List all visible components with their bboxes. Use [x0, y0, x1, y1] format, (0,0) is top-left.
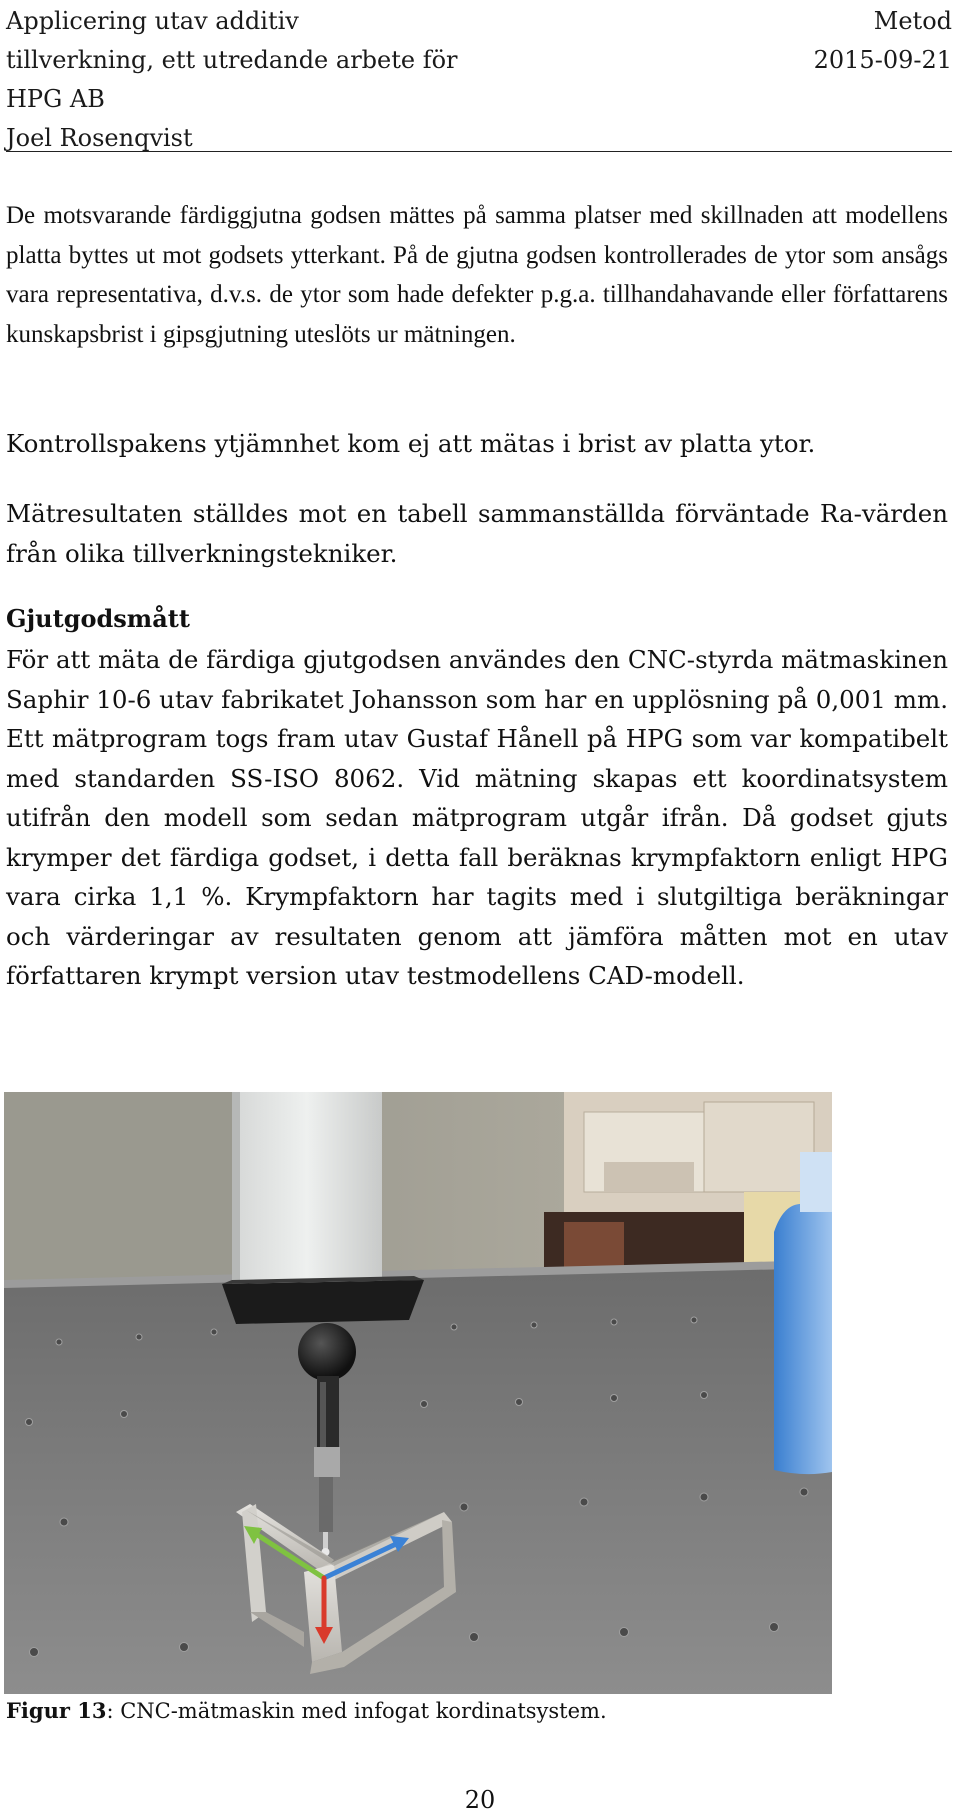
cmm-photo: [4, 1092, 832, 1694]
page-number: 20: [464, 1786, 496, 1814]
figure-label: Figur 13: [6, 1698, 107, 1723]
header-right: [814, 2, 952, 80]
header-left: [6, 2, 458, 158]
header-rule: [6, 151, 952, 152]
paragraph-1: De motsvarande färdiggjutna godsen mättes på samma platser med skillnaden att modellens platta byttes ut mot godsets ytterkant. På de gjutna godsen kontrollerades de ytor som ansågs vara representativa, d.v.s. de ytor som hade defekter p.g.a. tillhandahavande eller författarens kunskapsbrist i gipsgjutning uteslöts ur mätningen.: [6, 202, 948, 348]
paragraph-4: För att mäta de färdiga gjutgodsen användes den CNC-styrda mätmaskinen Saphir 10-6 utav fabrikatet Johansson som har en upplösning på 0,001 mm. Ett mätprogram togs fram utav Gustaf Hånell på HPG som var kompatibelt med standarden SS-ISO 8062. Vid mätning skapas ett koordinatsystem utifrån den modell som sedan mätprogram utgår ifrån. Då godset gjuts krymper det färdiga godset, i detta fall beräknas krympfaktorn enligt HPG vara cirka 1,1 %. Krympfaktorn har tagits med i slutgiltiga beräkningar och värderingar av resultaten genom att jämföra måtten mot en utav författaren krympt version utav testmodellens CAD-modell.: [6, 645, 948, 990]
page-header: [6, 2, 952, 150]
header-author: Joel Rosenqvist: [6, 124, 193, 152]
figure-caption-text: : CNC-mätmaskin med infogat kordinatsystem.: [106, 1699, 607, 1723]
figure-caption: [6, 1696, 607, 1726]
header-section: Metod: [873, 7, 952, 35]
paragraph-3: Mätresultaten ställdes mot en tabell sammanställda förväntade Ra-värden från olika tillverkningstekniker.: [6, 499, 948, 568]
header-title-line-2: tillverkning, ett utredande arbete för: [6, 46, 458, 74]
header-title-line-1: Applicering utav additiv: [6, 7, 299, 35]
section-heading: Gjutgodsmått: [6, 604, 190, 633]
header-date: 2015-09-21: [813, 46, 952, 74]
paragraph-2: Kontrollspakens ytjämnhet kom ej att mätas i brist av platta ytor.: [6, 429, 816, 458]
cmm-photo-illustration: [4, 1092, 832, 1694]
header-company: HPG AB: [6, 85, 105, 113]
